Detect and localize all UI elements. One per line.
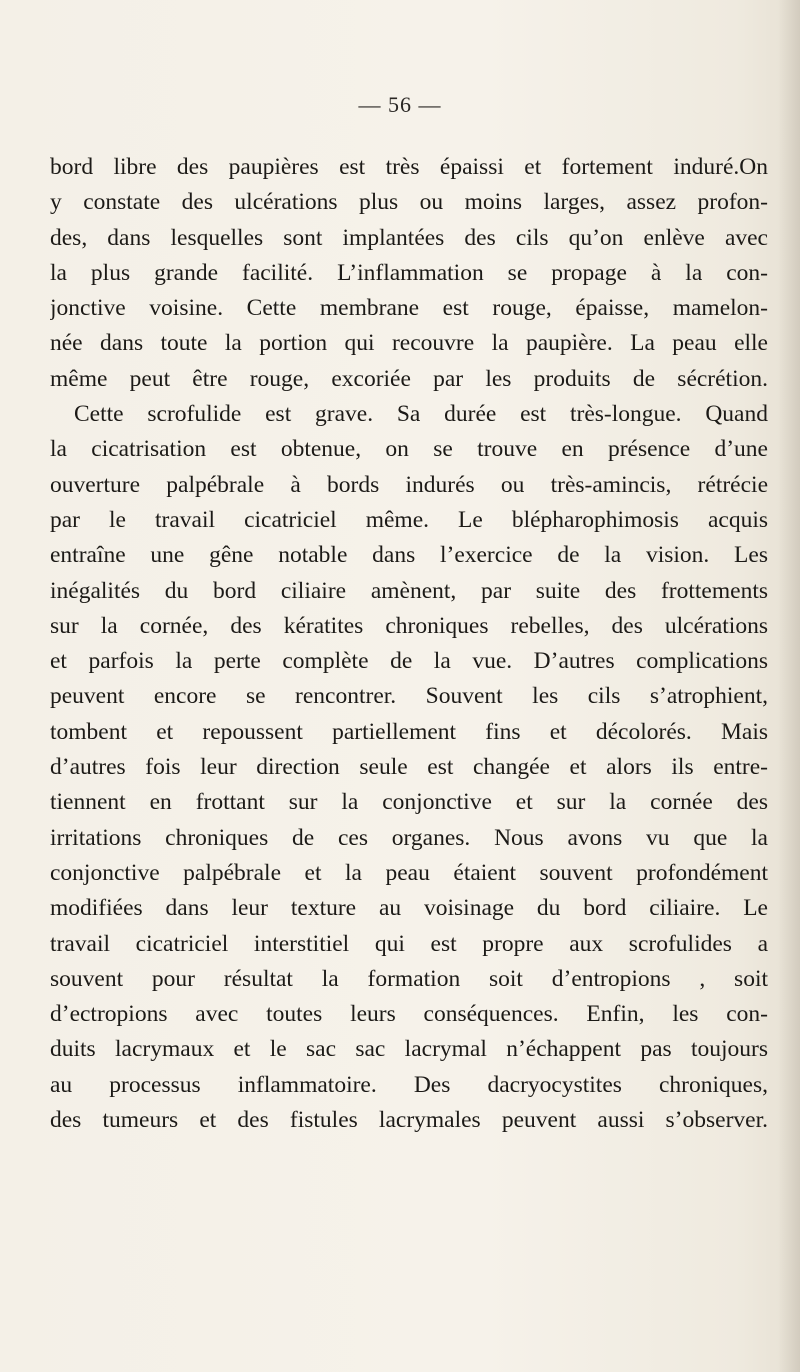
text-line: par le travail cicatriciel même. Le blépharophimosis acquis (50, 506, 768, 533)
text-line: tombent et repoussent partiellement fins et décolorés. Mais (50, 718, 768, 745)
text-line: et parfois la perte complète de la vue. D’autres complications (50, 648, 768, 675)
text-line: au processus inflammatoire. Des dacryocystites chroniques, (50, 1071, 768, 1098)
text-line: ouverture palpébrale à bords indurés ou très-amincis, rétrécie (50, 471, 768, 498)
text-line: conjonctive palpébrale et la peau étaient souvent profondément (50, 859, 768, 886)
text-line: tiennent en frottant sur la conjonctive et sur la cornée des (50, 789, 768, 816)
text-line: peuvent encore se rencontrer. Souvent les cils s’atrophient, (50, 683, 768, 710)
text-line: d’ectropions avec toutes leurs conséquences. Enfin, les con- (50, 1001, 768, 1028)
text-line: sur la cornée, des kératites chroniques rebelles, des ulcérations (50, 612, 768, 639)
text-line: des, dans lesquelles sont implantées des cils qu’on enlève avec (50, 224, 768, 251)
text-line: modifiées dans leur texture au voisinage du bord ciliaire. Le (50, 895, 768, 922)
text-line: née dans toute la portion qui recouvre la paupière. La peau elle (50, 330, 768, 357)
text-line: bord libre des paupières est très épaissi et fortement induré.On (50, 154, 768, 180)
text-line: jonctive voisine. Cette membrane est rouge, épaisse, mamelon- (50, 295, 768, 322)
text-line: inégalités du bord ciliaire amènent, par suite des frottements (50, 577, 768, 604)
text-line: des tumeurs et des fistules lacrymales peuvent aussi s’observer. (50, 1107, 768, 1134)
body-text (50, 150, 768, 1138)
page-edge-shadow (778, 0, 800, 1372)
text-line: souvent pour résultat la formation soit d’entropions , soit (50, 965, 768, 992)
text-line: entraîne une gêne notable dans l’exercice de la vision. Les (50, 542, 768, 569)
text-line: même peut être rouge, excoriée par les produits de sécrétion. (50, 365, 768, 392)
text-line: la plus grande facilité. L’inflammation se propage à la con- (50, 259, 768, 286)
text-line: irritations chroniques de ces organes. Nous avons vu que la (50, 824, 768, 851)
text-line: d’autres fois leur direction seule est changée et alors ils entre- (50, 754, 768, 781)
text-line: Cette scrofulide est grave. Sa durée est très-longue. Quand (74, 401, 768, 428)
text-line: la cicatrisation est obtenue, on se trouve en présence d’une (50, 436, 768, 463)
page-number: — 56 — (358, 92, 442, 117)
text-line: y constate des ulcérations plus ou moins larges, assez profon- (50, 189, 768, 216)
text-line: duits lacrymaux et le sac sac lacrymal n’échappent pas toujours (50, 1036, 768, 1063)
text-line: travail cicatriciel interstitiel qui est propre aux scrofulides a (50, 930, 768, 957)
